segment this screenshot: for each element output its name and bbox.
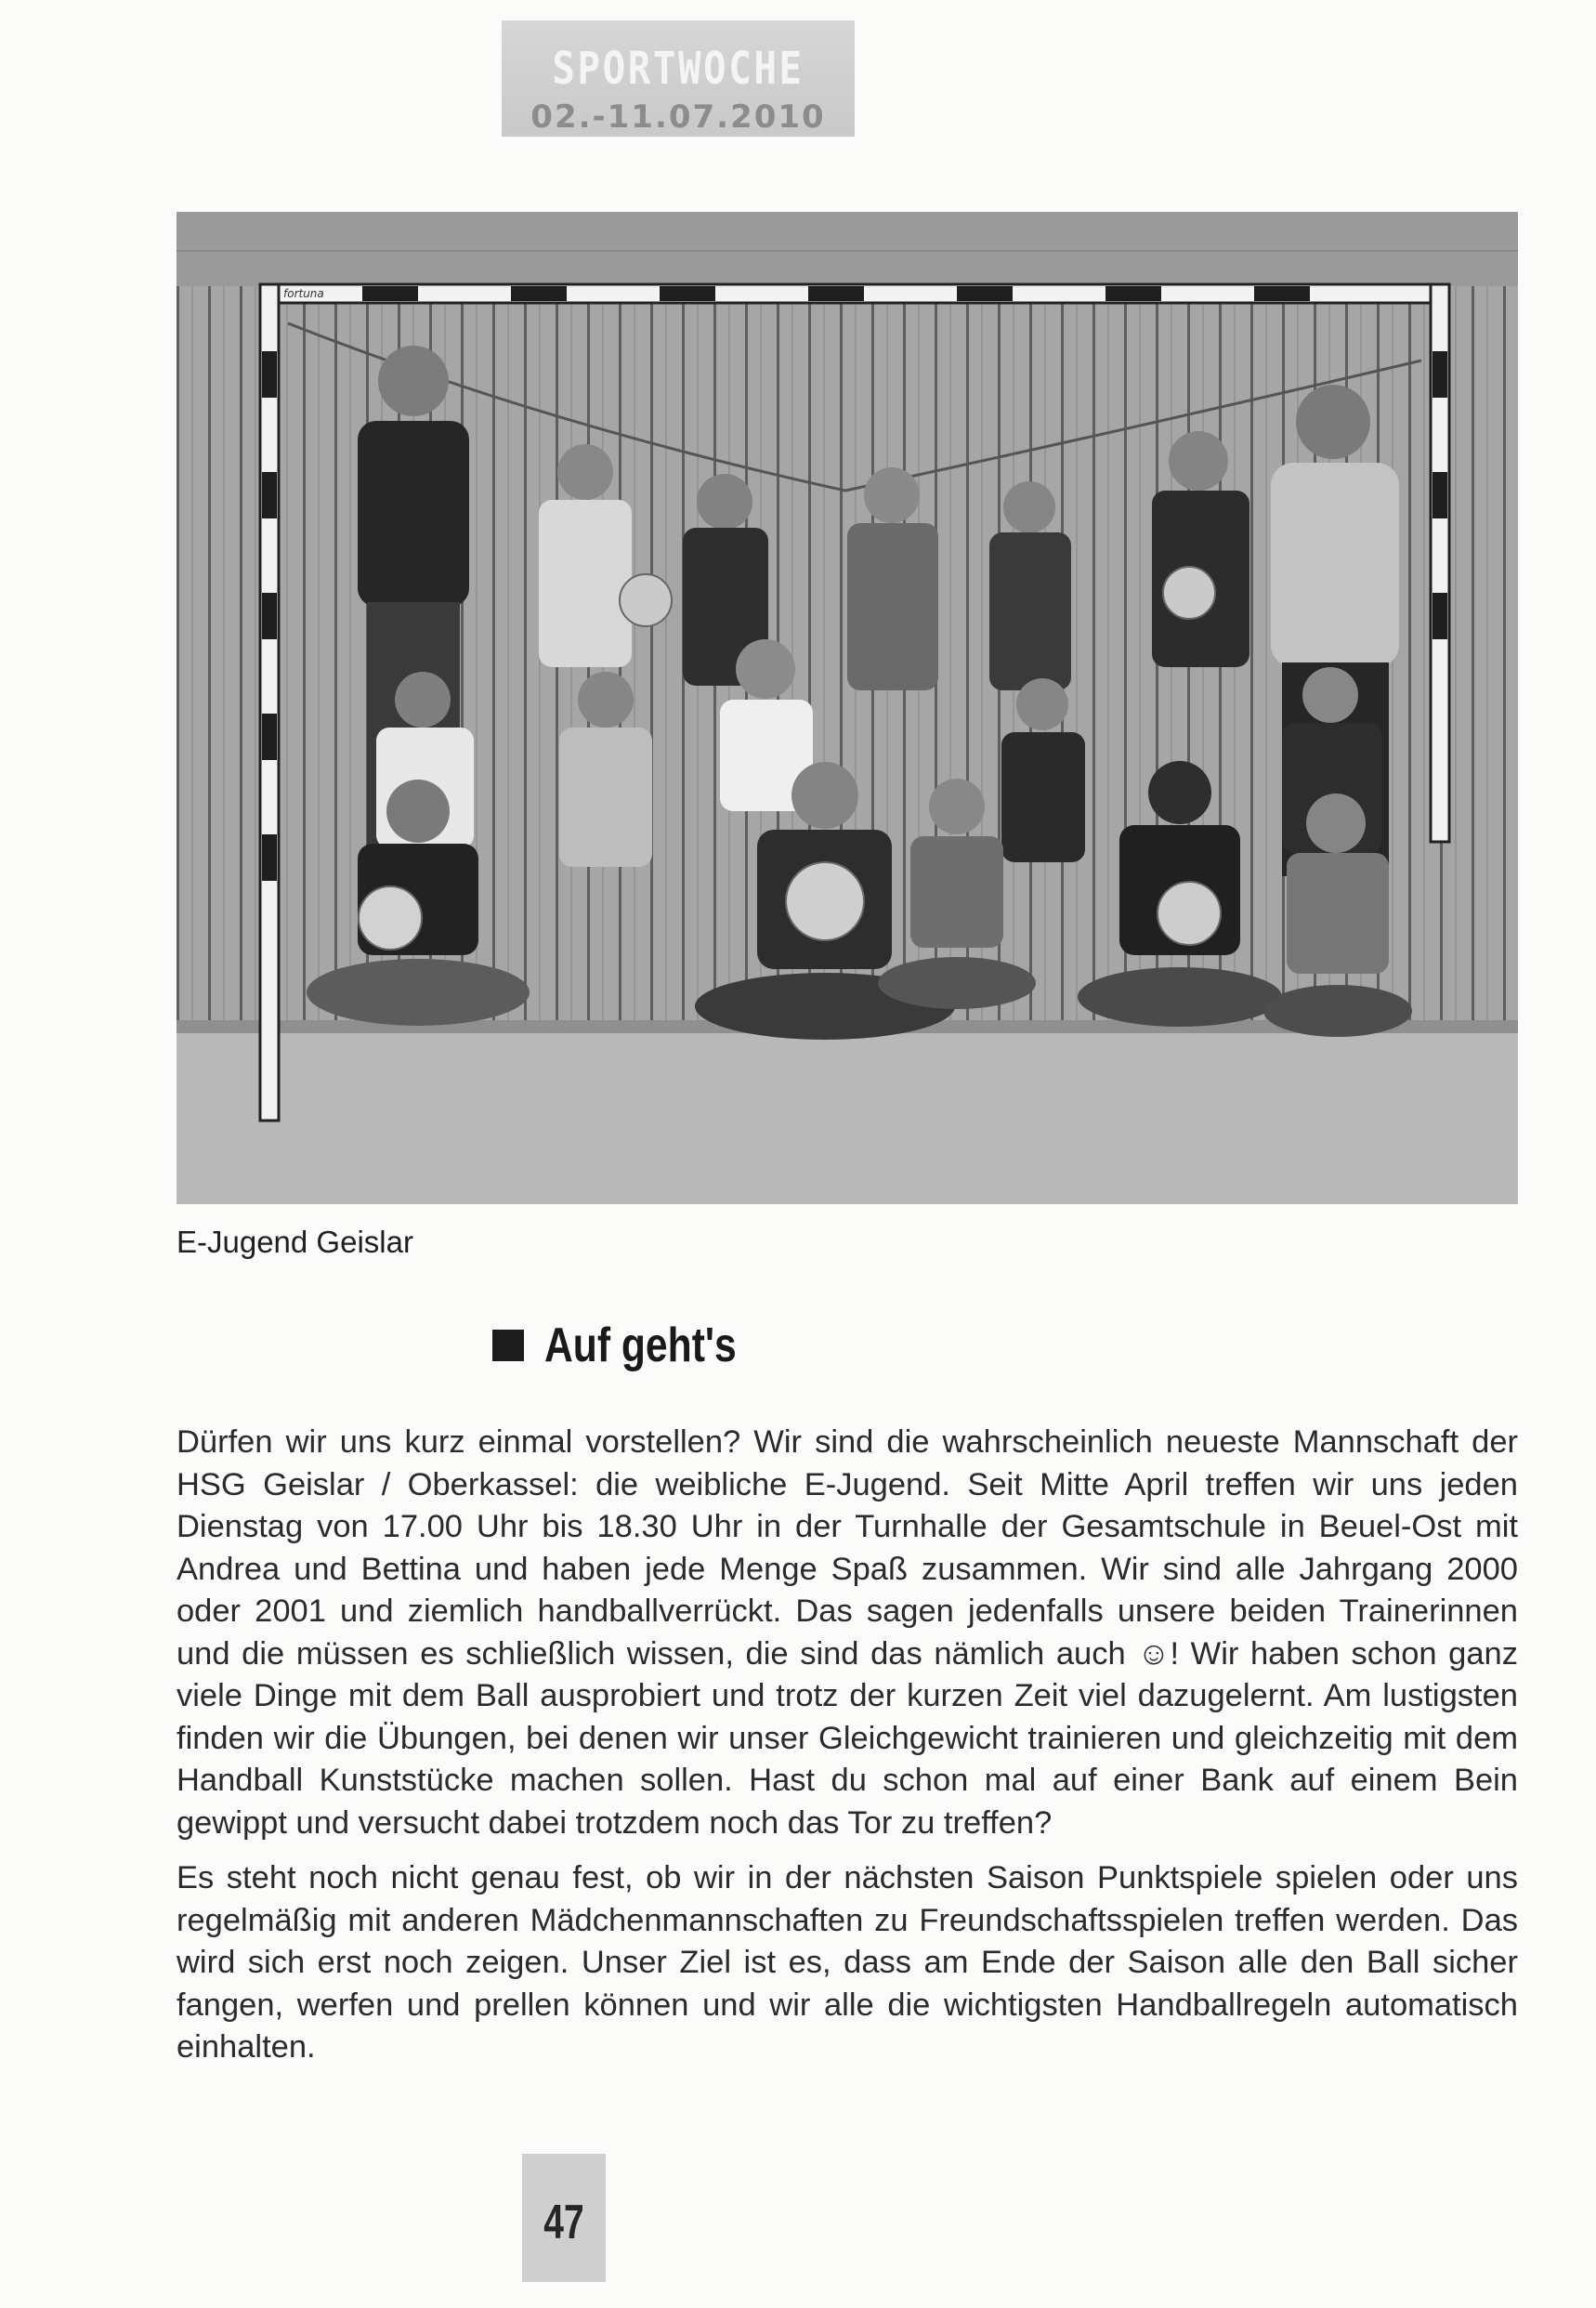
article-paragraph-2: Es steht noch nicht genau fest, ob wir in der nächsten Saison Punktspiele spielen oder uns regelmäßig mit anderen Mädchenmannschaften zu Freundschaftsspielen treffen werden. Das wird sich erst noch zeigen. Unser Ziel ist es, dass am Ende der Saison alle den Ball sicher fangen, werfen und prellen können und wir alle die wichtigsten Handballregeln automatisch einhalten. (177, 1860, 1518, 2065)
article-paragraph-1: Dürfen wir uns kurz einmal vorstellen? Wir sind die wahrscheinlich neueste Mannschaft der HSG Geislar / Oberkassel: die weibliche E-Jugend. Seit Mitte April treffen wir uns jeden Dienstag von 17.00 Uhr bis 18.30 Uhr in der Turnhalle der Gesamtschule in Beuel-Ost mit Andrea und Bettina und haben jede Menge Spaß zusammen. Wir sind alle Jahrgang 2000 oder 2001 und ziemlich handballverrückt. Das sagen jedenfalls unsere beiden Trainerinnen und die müssen es schließlich wissen, die sind das nämlich auch ☺! Wir haben schon ganz viele Dinge mit dem Ball ausprobiert und trotz der kurzen Zeit viel dazugelernt. Am lustigsten finden wir die Übungen, bei denen wir unser Gleichgewicht trainieren und gleichzeitig mit dem Handball Kunststücke machen sollen. Hast du schon mal auf einer Bank auf einem Bein gewippt und versucht dabei trotzdem noch das Tor zu treffen? (177, 1424, 1518, 1841)
header-date: 02.-11.07.2010 (530, 98, 826, 136)
heading-bullet-square (492, 1330, 524, 1361)
team-photo-illustration (177, 212, 1518, 1204)
header-box (502, 20, 855, 137)
page-number: 47 (543, 2196, 584, 2249)
team-photo (177, 212, 1518, 1204)
page-number-box (522, 2154, 606, 2282)
goal-brand-label: fortuna (283, 287, 324, 300)
article-heading (492, 1318, 778, 1373)
article-body (177, 1422, 1518, 2082)
header-title: SPORTWOCHE (552, 43, 805, 95)
article-heading-text: Auf geht's (544, 1318, 737, 1372)
photo-caption: E-Jugend Geislar (177, 1225, 413, 1259)
